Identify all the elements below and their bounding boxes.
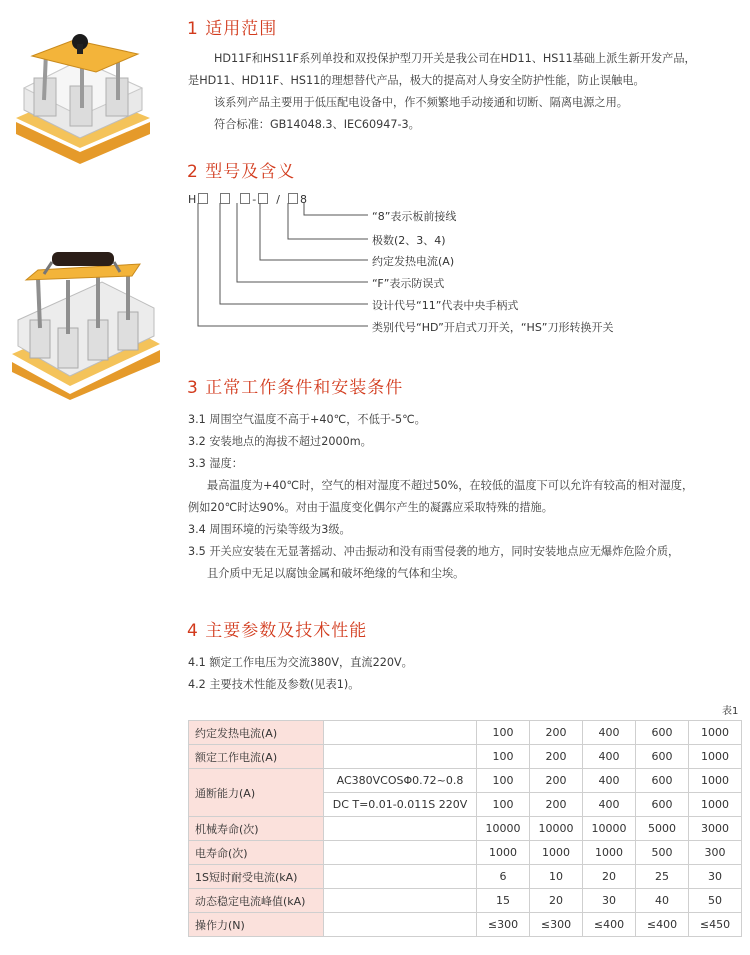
scope-line-3: 该系列产品主要用于低压配电设备中，作不频繁地手动接通和切断、隔离电源之用。 bbox=[214, 96, 628, 109]
cell: 600 bbox=[636, 721, 689, 745]
cell: 10000 bbox=[583, 817, 636, 841]
scope-line-1: HD11F和HS11F系列单投和双投保护型刀开关是我公司在HD11、HS11基础上派生新开发产品， bbox=[214, 52, 696, 65]
cell: 10000 bbox=[477, 817, 530, 841]
cond-3-3-detail-2: 例如20℃时达90%。对由于温度变化偶尔产生的凝露应采取特殊的措施。 bbox=[188, 501, 553, 514]
section-title-model: 2 型号及含义 bbox=[187, 162, 296, 182]
cell: ≤450 bbox=[689, 913, 742, 937]
cell: ≤400 bbox=[636, 913, 689, 937]
table-row bbox=[189, 817, 742, 841]
cell: 200 bbox=[530, 745, 583, 769]
row-label: 电寿命(次) bbox=[189, 841, 324, 865]
row-sub bbox=[324, 721, 477, 745]
cond-3-5: 3.5 开关应安装在无显著摇动、冲击振动和没有雨雪侵袭的地方，同时安装地点应无爆炸危险介质， bbox=[188, 545, 680, 558]
cell: 300 bbox=[689, 841, 742, 865]
cell: 1000 bbox=[583, 841, 636, 865]
cell: 50 bbox=[689, 889, 742, 913]
cell: 200 bbox=[530, 769, 583, 793]
model-code-8: 8 bbox=[299, 193, 307, 206]
legend-current: 约定发热电流(A) bbox=[372, 255, 455, 268]
table-row bbox=[189, 721, 742, 745]
cell: 600 bbox=[636, 793, 689, 817]
cell: 15 bbox=[477, 889, 530, 913]
row-sub bbox=[324, 817, 477, 841]
cond-3-3: 3.3 湿度： bbox=[188, 457, 243, 470]
row-sub bbox=[324, 841, 477, 865]
spec-table bbox=[188, 720, 742, 937]
row-sub bbox=[324, 865, 477, 889]
scope-line-2: 是HD11、HD11F、HS11的理想替代产品，极大的提高对人身安全防护性能，防止误触电。 bbox=[188, 74, 645, 87]
cell: 100 bbox=[477, 721, 530, 745]
row-label: 通断能力(A) bbox=[189, 769, 324, 817]
table-row bbox=[189, 841, 742, 865]
cond-3-2: 3.2 安装地点的海拔不超过2000m。 bbox=[188, 435, 372, 448]
row-sub bbox=[324, 745, 477, 769]
cell: 10000 bbox=[530, 817, 583, 841]
cell: 1000 bbox=[689, 745, 742, 769]
model-code-bracket-lines bbox=[190, 203, 375, 333]
cell: 20 bbox=[530, 889, 583, 913]
cell: 3000 bbox=[689, 817, 742, 841]
cell: 400 bbox=[583, 793, 636, 817]
cell: 40 bbox=[636, 889, 689, 913]
row-label: 约定发热电流(A) bbox=[189, 721, 324, 745]
cond-3-4: 3.4 周围环境的污染等级为3级。 bbox=[188, 523, 351, 536]
table-row bbox=[189, 889, 742, 913]
cell: 400 bbox=[583, 769, 636, 793]
cell: 1000 bbox=[689, 721, 742, 745]
cell: 6 bbox=[477, 865, 530, 889]
section-title-parameters: 4 主要参数及技术性能 bbox=[187, 621, 368, 641]
model-code-slash: / bbox=[276, 193, 280, 206]
cell: ≤300 bbox=[530, 913, 583, 937]
row-sub bbox=[324, 913, 477, 937]
cell: 1000 bbox=[689, 769, 742, 793]
row-label: 额定工作电流(A) bbox=[189, 745, 324, 769]
cell: 100 bbox=[477, 793, 530, 817]
cell: 20 bbox=[583, 865, 636, 889]
legend-category: 类别代号“HD”开启式刀开关，“HS”刀形转换开关 bbox=[372, 321, 614, 334]
cell: 200 bbox=[530, 793, 583, 817]
table-row bbox=[189, 865, 742, 889]
cell: 500 bbox=[636, 841, 689, 865]
product-image-four-pole bbox=[8, 250, 163, 400]
legend-f-type: “F”表示防误式 bbox=[372, 277, 445, 290]
cell: 100 bbox=[477, 769, 530, 793]
cell: 200 bbox=[530, 721, 583, 745]
cell: 25 bbox=[636, 865, 689, 889]
cell: 400 bbox=[583, 745, 636, 769]
row-sub bbox=[324, 889, 477, 913]
table-row bbox=[189, 745, 742, 769]
row-label: 1S短时耐受电流(kA) bbox=[189, 865, 324, 889]
cond-3-5-detail: 且介质中无足以腐蚀金属和破坏绝缘的气体和尘埃。 bbox=[207, 567, 465, 580]
section-title-conditions: 3 正常工作条件和安装条件 bbox=[187, 378, 404, 398]
cell: 600 bbox=[636, 745, 689, 769]
legend-wiring: “8”表示板前接线 bbox=[372, 210, 457, 223]
product-image-single-throw bbox=[10, 30, 155, 165]
table-row bbox=[189, 769, 742, 793]
cell: 5000 bbox=[636, 817, 689, 841]
cell: 1000 bbox=[477, 841, 530, 865]
row-label: 操作力(N) bbox=[189, 913, 324, 937]
param-4-2: 4.2 主要技术性能及参数(见表1)。 bbox=[188, 678, 360, 691]
model-code-dash: - bbox=[252, 193, 257, 206]
scope-line-4: 符合标准：GB14048.3、IEC60947-3。 bbox=[214, 118, 420, 131]
cell: 30 bbox=[583, 889, 636, 913]
table-tag: 表1 bbox=[722, 706, 739, 717]
row-label: 动态稳定电流峰值(kA) bbox=[189, 889, 324, 913]
cell: 600 bbox=[636, 769, 689, 793]
cond-3-1: 3.1 周围空气温度不高于+40℃，不低于-5℃。 bbox=[188, 413, 426, 426]
legend-design-code: 设计代号“11”代表中央手柄式 bbox=[372, 299, 519, 312]
row-sub: DC T=0.01-0.011S 220V bbox=[324, 793, 477, 817]
model-code-h: H bbox=[188, 193, 197, 206]
cell: ≤300 bbox=[477, 913, 530, 937]
cell: 30 bbox=[689, 865, 742, 889]
param-4-1: 4.1 额定工作电压为交流380V，直流220V。 bbox=[188, 656, 413, 669]
legend-poles: 极数(2、3、4) bbox=[372, 234, 446, 247]
cell: 400 bbox=[583, 721, 636, 745]
section-title-scope: 1 适用范围 bbox=[187, 19, 278, 39]
cell: 1000 bbox=[530, 841, 583, 865]
cell: 100 bbox=[477, 745, 530, 769]
table-row bbox=[189, 913, 742, 937]
cond-3-3-detail-1: 最高温度为+40℃时，空气的相对湿度不超过50%，在较低的温度下可以允许有较高的相对湿度， bbox=[207, 479, 694, 492]
cell: 1000 bbox=[689, 793, 742, 817]
cell: 10 bbox=[530, 865, 583, 889]
row-label: 机械寿命(次) bbox=[189, 817, 324, 841]
row-sub: AC380VCOSΦ0.72~0.8 bbox=[324, 769, 477, 793]
cell: ≤400 bbox=[583, 913, 636, 937]
